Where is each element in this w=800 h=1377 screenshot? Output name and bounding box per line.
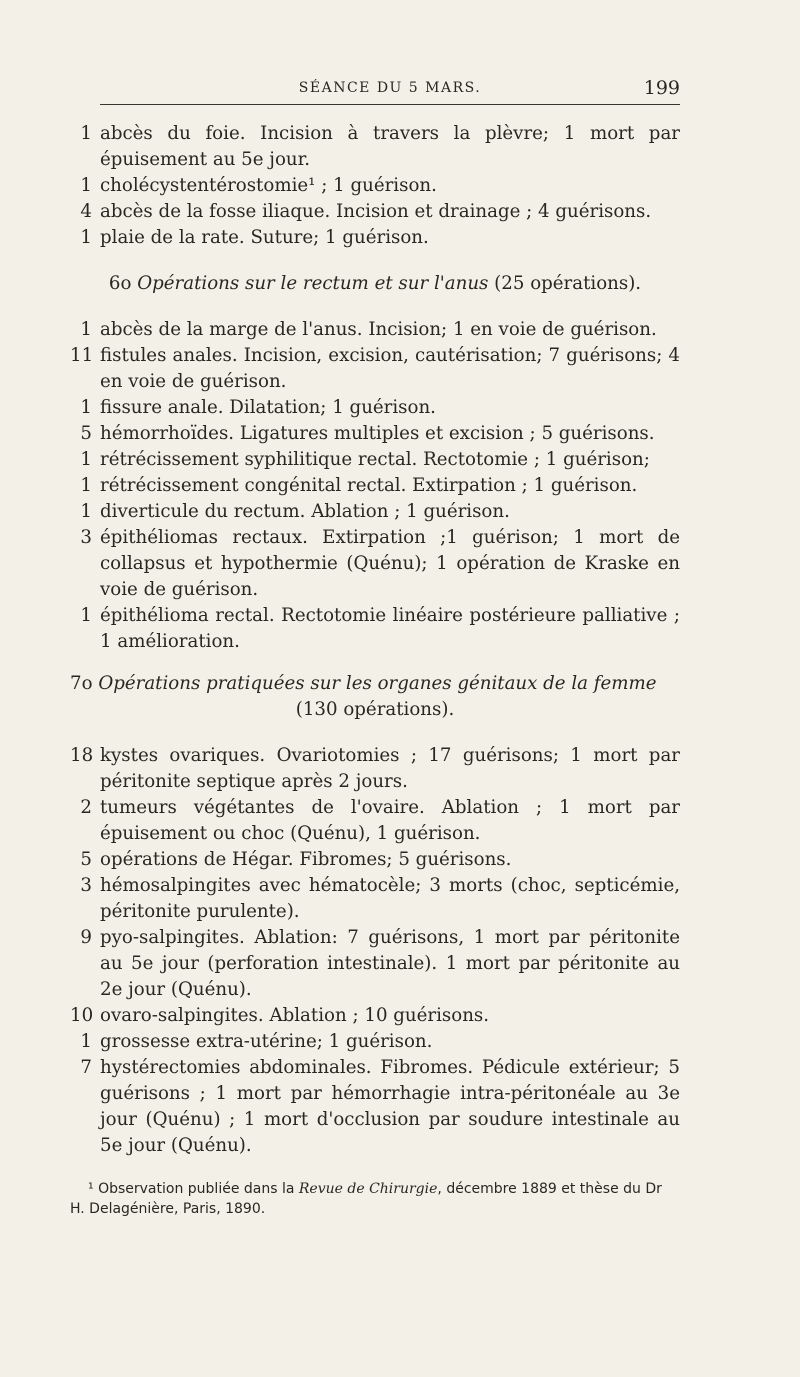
item-text: pyo-salpingites. Ablation: 7 guérisons, 1 mort par péritonite au 5e jour (perforation intestinale). 1 mort par péritonite au 2e jour (Quénu). <box>100 927 680 1000</box>
item-text: abcès de la marge de l'anus. Incision; 1 en voie de guérison. <box>100 319 657 340</box>
item-count: 5 <box>80 849 92 870</box>
section-number: 6o <box>108 273 132 294</box>
item-count: 2 <box>80 797 92 818</box>
entry-list-general <box>70 121 680 251</box>
entry-list-rectum <box>70 317 680 655</box>
list-item <box>70 225 680 251</box>
list-item <box>70 743 680 795</box>
list-item <box>70 421 680 447</box>
item-count: 1 <box>80 449 92 470</box>
list-item <box>70 317 680 343</box>
list-item <box>70 1055 680 1159</box>
list-item <box>70 473 680 499</box>
item-count: 1 <box>80 605 92 626</box>
section-heading-genital <box>70 671 680 723</box>
footnote <box>70 1179 680 1219</box>
item-text: kystes ovariques. Ovariotomies ; 17 guérisons; 1 mort par péritonite septique après 2 jours. <box>100 745 680 792</box>
item-count: 3 <box>80 527 92 548</box>
item-count: 18 <box>70 745 94 766</box>
list-item <box>70 873 680 925</box>
item-count: 1 <box>80 123 92 144</box>
item-count: 1 <box>80 175 92 196</box>
list-item <box>70 447 680 473</box>
item-count: 3 <box>80 875 92 896</box>
item-text: hémorrhoïdes. Ligatures multiples et excision ; 5 guérisons. <box>100 423 655 444</box>
section-count: (25 opérations). <box>494 273 642 294</box>
section-title: Opérations sur le rectum et sur l'anus <box>137 273 489 294</box>
list-item <box>70 499 680 525</box>
item-count: 1 <box>80 475 92 496</box>
item-count: 11 <box>70 345 94 366</box>
item-text: ovaro-salpingites. Ablation ; 10 guérisons. <box>100 1005 490 1026</box>
list-item <box>70 847 680 873</box>
item-text: fistules anales. Incision, excision, cautérisation; 7 guérisons; 4 en voie de guérison. <box>100 345 680 392</box>
list-item <box>70 603 680 655</box>
item-count: 7 <box>80 1057 92 1078</box>
entry-list-genital <box>70 743 680 1159</box>
item-text: grossesse extra-utérine; 1 guérison. <box>100 1031 433 1052</box>
item-text: épithélioma rectal. Rectotomie linéaire postérieure palliative ; 1 amélioration. <box>100 605 680 652</box>
item-text: abcès du foie. Incision à travers la plèvre; 1 mort par épuisement au 5e jour. <box>100 123 680 170</box>
item-count: 1 <box>80 501 92 522</box>
item-text: épithéliomas rectaux. Extirpation ;1 guérison; 1 mort de collapsus et hypothermie (Quénu); 1 opération de Kraske en voie de guérison. <box>100 527 680 600</box>
footnote-marker: ¹ <box>88 1181 94 1197</box>
item-text: hémosalpingites avec hématocèle; 3 morts (choc, septicémie, péritonite purulente). <box>100 875 680 922</box>
item-count: 1 <box>80 397 92 418</box>
list-item <box>70 925 680 1003</box>
list-item <box>70 1029 680 1055</box>
list-item <box>70 343 680 395</box>
running-title: SÉANCE DU 5 MARS. <box>298 80 482 96</box>
footnote-text-after: , décembre 1889 et thèse du Dr H. Delagénière, Paris, 1890. <box>70 1181 662 1217</box>
list-item <box>70 795 680 847</box>
item-text: hystérectomies abdominales. Fibromes. Pédicule extérieur; 5 guérisons ; 1 mort par hémorrhagie intra-péritonéale au 3e jour (Quénu) ; 1 mort d'occlusion par soudure intestinale au 5e jour (Quénu). <box>100 1057 680 1156</box>
list-item <box>70 199 680 225</box>
item-count: 1 <box>80 1031 92 1052</box>
item-count: 1 <box>80 319 92 340</box>
section-count: (130 opérations). <box>295 699 455 720</box>
item-text: opérations de Hégar. Fibromes; 5 guérisons. <box>100 849 512 870</box>
item-count: 4 <box>80 201 92 222</box>
item-text: plaie de la rate. Suture; 1 guérison. <box>100 227 429 248</box>
page <box>70 78 680 1219</box>
item-text: tumeurs végétantes de l'ovaire. Ablation ; 1 mort par épuisement ou choc (Quénu), 1 guérison. <box>100 797 680 844</box>
item-count: 1 <box>80 227 92 248</box>
item-text: rétrécissement congénital rectal. Extirpation ; 1 guérison. <box>100 475 638 496</box>
item-count: 9 <box>80 927 92 948</box>
section-number: 7o <box>70 673 93 694</box>
item-text: abcès de la fosse iliaque. Incision et drainage ; 4 guérisons. <box>100 201 652 222</box>
list-item <box>70 173 680 199</box>
page-number: 199 <box>643 77 680 99</box>
list-item <box>70 1003 680 1029</box>
item-text: diverticule du rectum. Ablation ; 1 guérison. <box>100 501 510 522</box>
section-title: Opérations pratiquées sur les organes génitaux de la femme <box>98 673 657 694</box>
item-count: 10 <box>70 1005 94 1026</box>
item-text: cholécystentérostomie¹ ; 1 guérison. <box>100 175 437 196</box>
item-text: fissure anale. Dilatation; 1 guérison. <box>100 397 436 418</box>
item-count: 5 <box>80 423 92 444</box>
footnote-journal: Revue de Chirurgie <box>298 1181 438 1197</box>
list-item <box>70 121 680 173</box>
footnote-text-before: Observation publiée dans la <box>98 1181 295 1197</box>
list-item <box>70 525 680 603</box>
list-item <box>70 395 680 421</box>
item-text: rétrécissement syphilitique rectal. Rectotomie ; 1 guérison; <box>100 449 650 470</box>
section-heading-rectum <box>70 271 680 297</box>
running-head <box>100 78 680 105</box>
